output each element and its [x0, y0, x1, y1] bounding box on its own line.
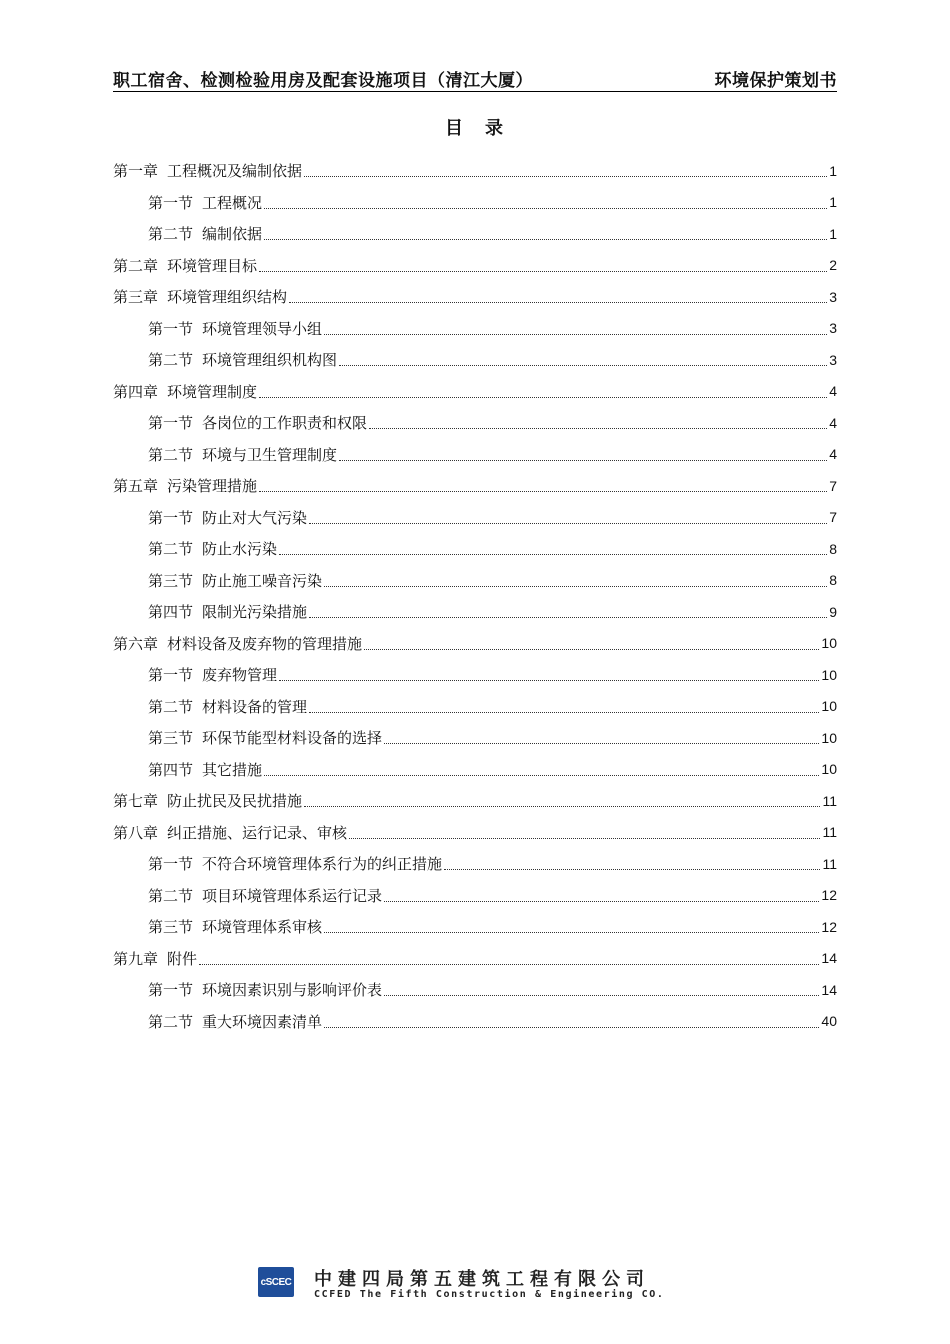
toc-entry-text: 编制依据 [202, 225, 263, 244]
toc-page-number: 1 [829, 225, 837, 242]
toc-entry-label [148, 318, 322, 339]
toc-entry-number: 第三节 [148, 729, 194, 748]
toc-entry-text: 污染管理措施 [167, 477, 258, 496]
toc-page-number: 1 [829, 162, 837, 179]
toc-entry-text: 附件 [167, 949, 198, 968]
toc-entry-text: 环境管理领导小组 [202, 319, 323, 338]
toc-entry-label [148, 349, 337, 370]
toc-dot-leader [444, 869, 820, 870]
toc-entry-number: 第二节 [148, 1012, 194, 1031]
toc-entry-label [113, 381, 257, 402]
toc-entry-number: 第一节 [148, 319, 194, 338]
toc-section-entry[interactable] [113, 218, 837, 250]
toc-entry-text: 防止施工噪音污染 [202, 571, 323, 590]
toc-entry-label [148, 412, 367, 433]
toc-entry-label [148, 759, 262, 780]
toc-dot-leader [349, 838, 820, 839]
toc-entry-text: 重大环境因素清单 [202, 1012, 323, 1031]
toc-entry-text: 环保节能型材料设备的选择 [202, 729, 383, 748]
toc-dot-leader [384, 995, 819, 996]
toc-page-number: 14 [821, 950, 837, 967]
toc-section-entry[interactable] [113, 565, 837, 597]
toc-chapter-entry[interactable] [113, 817, 837, 849]
toc-entry-text: 环境管理制度 [167, 382, 258, 401]
page-footer [258, 1263, 698, 1303]
toc-dot-leader [199, 964, 819, 965]
toc-page-number: 10 [821, 698, 837, 715]
toc-page-number: 7 [829, 509, 837, 526]
toc-page-number: 40 [821, 1013, 837, 1030]
toc-entry-label [113, 286, 287, 307]
page-header [113, 66, 837, 92]
toc-entry-number: 第四节 [148, 760, 194, 779]
toc-section-entry[interactable] [113, 407, 837, 439]
toc-dot-leader [369, 428, 827, 429]
toc-page-number: 14 [821, 981, 837, 998]
company-name-chinese: 中建四局第五建筑工程有限公司 [314, 1269, 650, 1290]
toc-dot-leader [279, 554, 827, 555]
toc-entry-text: 纠正措施、运行记录、审核 [167, 823, 348, 842]
toc-entry-label [148, 507, 307, 528]
toc-chapter-entry[interactable] [113, 281, 837, 313]
toc-dot-leader [384, 901, 819, 902]
toc-entry-text: 项目环境管理体系运行记录 [202, 886, 383, 905]
toc-dot-leader [259, 271, 827, 272]
toc-entry-number: 第三章 [113, 288, 159, 307]
toc-dot-leader [264, 208, 827, 209]
toc-entry-label [148, 1011, 322, 1032]
toc-section-entry[interactable] [113, 659, 837, 691]
toc-entry-number: 第三节 [148, 571, 194, 590]
toc-dot-leader [309, 617, 827, 618]
toc-title: 目 录 [445, 118, 505, 139]
toc-entry-text: 不符合环境管理体系行为的纠正措施 [202, 855, 443, 874]
toc-entry-number: 第三节 [148, 918, 194, 937]
toc-entry-label [148, 192, 262, 213]
toc-entry-number: 第二节 [148, 540, 194, 559]
toc-section-entry[interactable] [113, 848, 837, 880]
toc-section-entry[interactable] [113, 533, 837, 565]
toc-chapter-entry[interactable] [113, 628, 837, 660]
toc-entry-number: 第一节 [148, 193, 194, 212]
toc-entry-text: 环境因素识别与影响评价表 [202, 981, 383, 1000]
toc-dot-leader [309, 523, 827, 524]
toc-entry-number: 第七章 [113, 792, 159, 811]
toc-entry-label [148, 570, 322, 591]
toc-entry-text: 各岗位的工作职责和权限 [202, 414, 368, 433]
toc-section-entry[interactable] [113, 313, 837, 345]
toc-entry-number: 第二节 [148, 697, 194, 716]
toc-entry-label [113, 822, 347, 843]
toc-page-number: 11 [822, 792, 837, 809]
toc-page-number: 12 [821, 918, 837, 935]
toc-entry-number: 第二节 [148, 225, 194, 244]
toc-entry-number: 第九章 [113, 949, 159, 968]
toc-section-entry[interactable] [113, 439, 837, 471]
toc-dot-leader [324, 932, 819, 933]
toc-page-number: 10 [821, 635, 837, 652]
toc-entry-text: 环境管理体系审核 [202, 918, 323, 937]
toc-entry-number: 第二节 [148, 445, 194, 464]
toc-entry-number: 第五章 [113, 477, 159, 496]
toc-entry-text: 废弃物管理 [202, 666, 278, 685]
toc-entry-label [113, 160, 302, 181]
toc-page-number: 4 [829, 383, 837, 400]
toc-dot-leader [364, 649, 819, 650]
toc-chapter-entry[interactable] [113, 943, 837, 975]
toc-dot-leader [324, 1027, 819, 1028]
toc-entry-label [148, 696, 307, 717]
toc-entry-text: 限制光污染措施 [202, 603, 308, 622]
toc-page-number: 3 [829, 320, 837, 337]
toc-entry-label [148, 664, 277, 685]
toc-entry-number: 第一节 [148, 855, 194, 874]
toc-dot-leader [259, 397, 827, 398]
header-document-title: 环境保护策划书 [714, 71, 837, 91]
toc-page-number: 4 [829, 414, 837, 431]
toc-dot-leader [264, 775, 819, 776]
toc-entry-text: 环境与卫生管理制度 [202, 445, 338, 464]
toc-page-number: 8 [829, 572, 837, 589]
toc-entry-label [148, 223, 262, 244]
toc-page-number: 11 [822, 855, 837, 872]
toc-dot-leader [324, 334, 827, 335]
toc-chapter-entry[interactable] [113, 376, 837, 408]
toc-page-number: 12 [821, 887, 837, 904]
toc-entry-label [148, 916, 322, 937]
toc-entry-text: 环境管理组织机构图 [202, 351, 338, 370]
toc-entry-number: 第八章 [113, 823, 159, 842]
toc-entry-label [113, 255, 257, 276]
toc-entry-label [148, 979, 382, 1000]
toc-dot-leader [264, 239, 827, 240]
toc-chapter-entry[interactable] [113, 785, 837, 817]
toc-entry-number: 第一节 [148, 981, 194, 1000]
toc-entry-label [113, 633, 362, 654]
company-name-english: CCFED The Fifth Construction & Engineering CO. [314, 1289, 665, 1300]
toc-entry-number: 第二节 [148, 886, 194, 905]
toc-entry-number: 第六章 [113, 634, 159, 653]
toc-section-entry[interactable] [113, 344, 837, 376]
toc-page-number: 8 [829, 540, 837, 557]
toc-entry-text: 环境管理组织结构 [167, 288, 288, 307]
toc-dot-leader [304, 176, 827, 177]
toc-chapter-entry[interactable] [113, 155, 837, 187]
toc-page-number: 10 [821, 666, 837, 683]
toc-section-entry[interactable] [113, 911, 837, 943]
toc-dot-leader [324, 586, 827, 587]
toc-entry-number: 第一章 [113, 162, 159, 181]
toc-section-entry[interactable] [113, 596, 837, 628]
toc-page-number: 2 [829, 257, 837, 274]
toc-dot-leader [259, 491, 827, 492]
toc-dot-leader [304, 806, 820, 807]
toc-entry-text: 其它措施 [202, 760, 263, 779]
toc-entry-number: 第一节 [148, 508, 194, 527]
table-of-contents [113, 155, 837, 1037]
toc-entry-text: 环境管理目标 [167, 256, 258, 275]
toc-entry-number: 第四章 [113, 382, 159, 401]
toc-entry-label [148, 444, 337, 465]
toc-page-number: 7 [829, 477, 837, 494]
toc-entry-text: 材料设备的管理 [202, 697, 308, 716]
toc-dot-leader [384, 743, 819, 744]
toc-chapter-entry[interactable] [113, 250, 837, 282]
toc-entry-text: 工程概况及编制依据 [167, 162, 303, 181]
toc-chapter-entry[interactable] [113, 470, 837, 502]
toc-entry-number: 第一节 [148, 666, 194, 685]
toc-entry-number: 第一节 [148, 414, 194, 433]
header-project-title: 职工宿舍、检测检验用房及配套设施项目（清江大厦） [113, 71, 533, 91]
toc-page-number: 4 [829, 446, 837, 463]
toc-entry-label [113, 475, 257, 496]
toc-entry-label [113, 948, 197, 969]
toc-page-number: 10 [821, 761, 837, 778]
toc-dot-leader [289, 302, 827, 303]
toc-section-entry[interactable] [113, 187, 837, 219]
toc-entry-label [148, 853, 442, 874]
toc-entry-text: 防止扰民及民扰措施 [167, 792, 303, 811]
toc-entry-text: 防止水污染 [202, 540, 278, 559]
toc-dot-leader [339, 365, 827, 366]
toc-section-entry[interactable] [113, 722, 837, 754]
toc-section-entry[interactable] [113, 1006, 837, 1038]
toc-entry-label [113, 790, 302, 811]
toc-entry-label [148, 601, 307, 622]
toc-entry-number: 第四节 [148, 603, 194, 622]
company-logo-icon: cSCEC [258, 1267, 294, 1297]
toc-page-number: 9 [829, 603, 837, 620]
toc-section-entry[interactable] [113, 754, 837, 786]
toc-entry-label [148, 885, 382, 906]
toc-page-number: 1 [829, 194, 837, 211]
toc-dot-leader [309, 712, 819, 713]
toc-page-number: 10 [821, 729, 837, 746]
toc-section-entry[interactable] [113, 502, 837, 534]
toc-entry-label [148, 538, 277, 559]
toc-entry-text: 工程概况 [202, 193, 263, 212]
toc-entry-text: 材料设备及废弃物的管理措施 [167, 634, 363, 653]
toc-section-entry[interactable] [113, 974, 837, 1006]
toc-page-number: 11 [822, 824, 837, 841]
toc-entry-label [148, 727, 382, 748]
toc-dot-leader [279, 680, 819, 681]
toc-entry-number: 第二章 [113, 256, 159, 275]
toc-entry-number: 第二节 [148, 351, 194, 370]
toc-dot-leader [339, 460, 827, 461]
toc-section-entry[interactable] [113, 880, 837, 912]
toc-entry-text: 防止对大气污染 [202, 508, 308, 527]
toc-page-number: 3 [829, 288, 837, 305]
toc-page-number: 3 [829, 351, 837, 368]
toc-section-entry[interactable] [113, 691, 837, 723]
